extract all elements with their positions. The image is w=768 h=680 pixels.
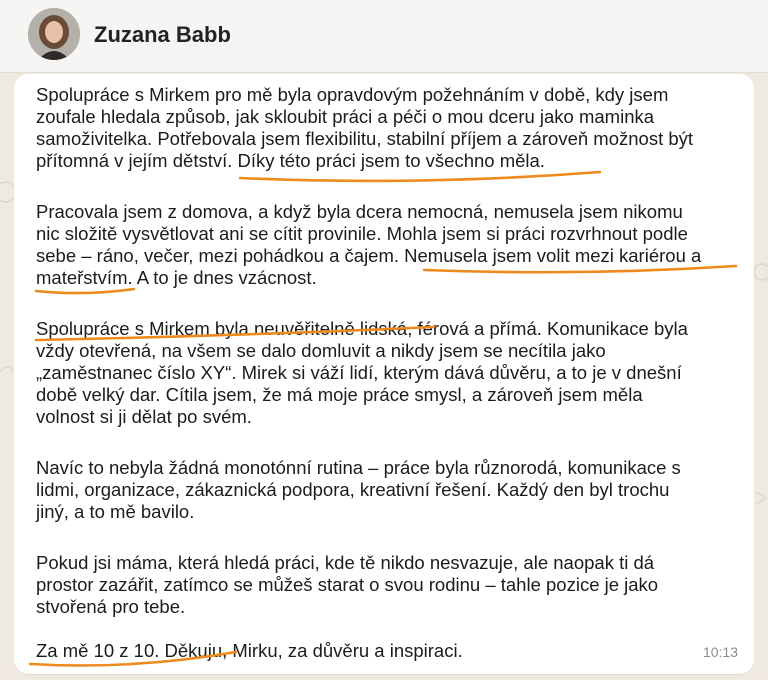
- chat-header: [0, 0, 768, 73]
- message-line: „zaměstnanec číslo XY“. Mirek si váží lidí, kterým dává důvěru, a to je v dnešní: [36, 362, 682, 383]
- message-line: vždy otevřená, na všem se dalo domluvit a nikdy jsem se necítila jako: [36, 340, 606, 361]
- message-line: mateřstvím. A to je dnes vzácnost.: [36, 267, 317, 288]
- message-line: prostor zazářit, zatímco se můžeš starat o svou rodinu – tahle pozice je jako: [36, 574, 659, 595]
- message-line: volnost si ji dělat po svém.: [36, 406, 252, 427]
- message-line: Pracovala jsem z domova, a když byla dcera nemocná, nemusela jsem nikomu: [36, 201, 683, 222]
- message-line: přítomná v jejím dětství. Díky této práci jsem to všechno měla.: [36, 150, 545, 171]
- message-timestamp: 10:13: [702, 644, 738, 660]
- contact-name[interactable]: Zuzana Babb: [94, 22, 231, 47]
- message-line: sebe – ráno, večer, mezi pohádkou a čajem. Nemusela jsem volit mezi kariérou a: [36, 245, 702, 266]
- message-line: Pokud jsi máma, která hledá práci, kde tě nikdo nesvazuje, ale naopak ti dá: [36, 552, 655, 573]
- message-line: Navíc to nebyla žádná monotónní rutina – práce byla různorodá, komunikace s: [36, 457, 681, 478]
- avatar[interactable]: [28, 8, 80, 60]
- message-line: době velký dar. Cítila jsem, že má moje práce smysl, a zároveň jsem měla: [36, 384, 643, 405]
- message-line: Spolupráce s Mirkem byla neuvěřitelně lidská, férová a přímá. Komunikace byla: [36, 318, 688, 339]
- message-line: nic složitě vysvětlovat ani se cítit provinile. Mohla jsem si práci rozvrhnout podle: [36, 223, 688, 244]
- message-line: jiný, a to mě bavilo.: [36, 501, 195, 522]
- message-line: stvořená pro tebe.: [36, 596, 186, 617]
- message-line: zoufale hledala způsob, jak skloubit práci a péči o mou dceru jako maminka: [36, 106, 655, 127]
- message-line: Spolupráce s Mirkem pro mě byla opravdovým požehnáním v době, kdy jsem: [36, 84, 669, 105]
- message-line: Za mě 10 z 10. Děkuju, Mirku, za důvěru a inspiraci.: [36, 640, 463, 661]
- message-line: samoživitelka. Potřebovala jsem flexibilitu, stabilní příjem a zároveň možnost být: [36, 128, 694, 149]
- message-line: lidmi, organizace, zákaznická podpora, kreativní řešení. Každý den byl trochu: [36, 479, 670, 500]
